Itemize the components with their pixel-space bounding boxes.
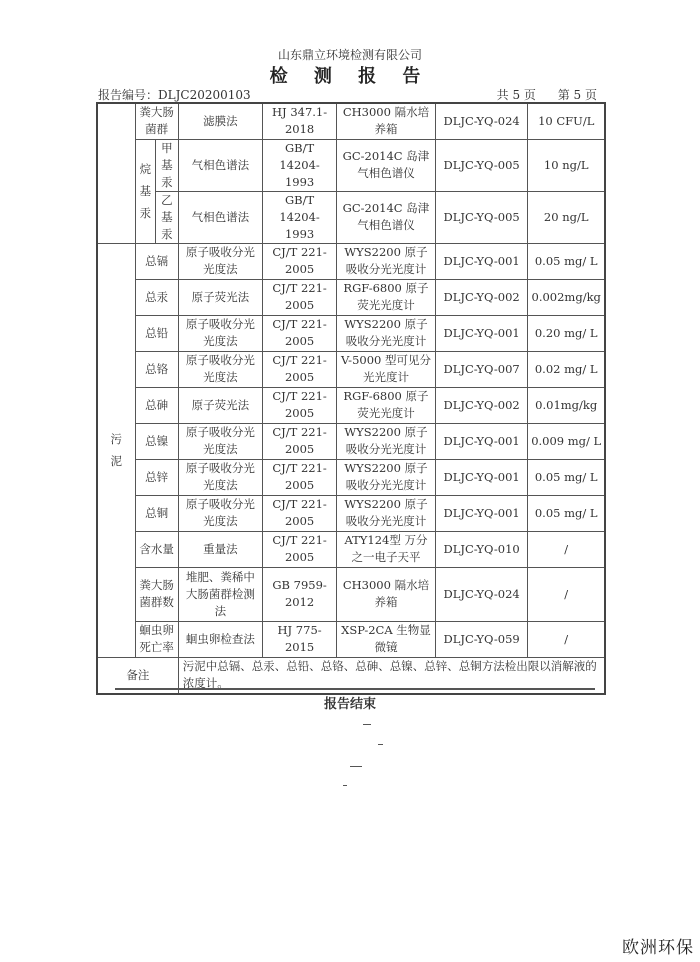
instrument-no-cell: DLJC-YQ-024 [435, 567, 528, 621]
instrument-no-cell: DLJC-YQ-002 [435, 387, 528, 423]
instrument-cell: WYS2200 原子吸收分光光度计 [337, 423, 436, 459]
standard-cell: CJ/T 221-2005 [263, 495, 337, 531]
instrument-no-cell: DLJC-YQ-001 [435, 423, 528, 459]
report-meta-row [98, 86, 605, 103]
item-cell: 总铅 [135, 315, 178, 351]
report-title: 检 测 报 告 [269, 66, 431, 87]
standard-cell: GB/T 14204-1993 [263, 139, 337, 191]
item-cell: 总镍 [135, 423, 178, 459]
scan-artifact [363, 724, 371, 725]
instrument-cell: V-5000 型可见分光光度计 [337, 351, 436, 387]
method-cell: 原子吸收分光光度法 [178, 459, 262, 495]
standard-cell: CJ/T 221-2005 [263, 423, 337, 459]
report-number: 报告编号：DLJC20200103 [98, 88, 251, 102]
detection-limit-cell: 0.05 mg/ L [528, 459, 605, 495]
table-row [97, 387, 605, 423]
table-row [97, 103, 605, 139]
detection-limit-cell: 0.05 mg/ L [528, 243, 605, 279]
item-cell: 粪大肠菌群 [135, 103, 178, 139]
standard-cell: GB/T 14204-1993 [263, 191, 337, 243]
detection-limit-cell: 0.05 mg/ L [528, 495, 605, 531]
detection-limit-cell: 20 ng/L [528, 191, 605, 243]
instrument-no-cell: DLJC-YQ-005 [435, 191, 528, 243]
detection-limit-cell: 10 ng/L [528, 139, 605, 191]
method-cell: 气相色谱法 [178, 191, 262, 243]
table-row [97, 315, 605, 351]
scan-artifact [350, 766, 362, 767]
item-cell: 总铜 [135, 495, 178, 531]
standard-cell: CJ/T 221-2005 [263, 531, 337, 567]
standard-cell: GB 7959-2012 [263, 567, 337, 621]
category-cell-sludge: 污泥 [97, 243, 135, 657]
current-page: 第 5 页 [557, 88, 597, 102]
group-cell-alkyl-mercury: 烷基汞 [135, 139, 156, 243]
note-text: 污泥中总镉、总汞、总铅、总铬、总砷、总镍、总锌、总铜方法检出限以消解液的浓度计。 [178, 657, 605, 694]
standard-cell: CJ/T 221-2005 [263, 279, 337, 315]
instrument-no-cell: DLJC-YQ-024 [435, 103, 528, 139]
instrument-no-cell: DLJC-YQ-001 [435, 459, 528, 495]
detection-limit-cell: 0.002mg/kg [528, 279, 605, 315]
method-cell: 原子吸收分光光度法 [178, 351, 262, 387]
instrument-cell: GC-2014C 岛津气相色谱仪 [337, 139, 436, 191]
instrument-cell: RGF-6800 原子荧光光度计 [337, 279, 436, 315]
table-row [97, 191, 605, 243]
table-row [97, 351, 605, 387]
item-cell: 总锌 [135, 459, 178, 495]
scan-artifact [378, 744, 383, 745]
method-cell: 气相色谱法 [178, 139, 262, 191]
instrument-cell: WYS2200 原子吸收分光光度计 [337, 315, 436, 351]
item-cell: 总汞 [135, 279, 178, 315]
table-row [97, 621, 605, 657]
instrument-cell: GC-2014C 岛津气相色谱仪 [337, 191, 436, 243]
item-cell: 乙基汞 [156, 191, 179, 243]
detection-limit-cell: 0.20 mg/ L [528, 315, 605, 351]
detection-limit-cell: 0.02 mg/ L [528, 351, 605, 387]
table-row [97, 459, 605, 495]
instrument-cell: ATY124型 万分之一电子天平 [337, 531, 436, 567]
item-cell: 含水量 [135, 531, 178, 567]
item-cell: 甲基汞 [156, 139, 179, 191]
item-cell: 总镉 [135, 243, 178, 279]
table-row [97, 279, 605, 315]
instrument-no-cell: DLJC-YQ-005 [435, 139, 528, 191]
instrument-no-cell: DLJC-YQ-059 [435, 621, 528, 657]
instrument-no-cell: DLJC-YQ-001 [435, 315, 528, 351]
standard-cell: CJ/T 221-2005 [263, 351, 337, 387]
item-cell: 蛔虫卵死亡率 [135, 621, 178, 657]
instrument-cell: RGF-6800 原子荧光光度计 [337, 387, 436, 423]
detection-methods-table [96, 102, 606, 695]
method-cell: 原子荧光法 [178, 279, 262, 315]
category-cell-blank [97, 103, 135, 243]
detection-limit-cell: / [528, 621, 605, 657]
total-pages: 共 5 页 [496, 88, 536, 102]
table-row [97, 423, 605, 459]
instrument-cell: WYS2200 原子吸收分光光度计 [337, 495, 436, 531]
table-row [97, 495, 605, 531]
instrument-cell: WYS2200 原子吸收分光光度计 [337, 459, 436, 495]
table-row [97, 531, 605, 567]
company-name: 山东鼎立环境检测有限公司 [277, 48, 422, 62]
standard-cell: HJ 347.1-2018 [263, 103, 337, 139]
detection-limit-cell: 0.01mg/kg [528, 387, 605, 423]
page-indicator [479, 86, 597, 103]
detection-limit-cell: 0.009 mg/ L [528, 423, 605, 459]
instrument-cell: WYS2200 原子吸收分光光度计 [337, 243, 436, 279]
item-cell: 总铬 [135, 351, 178, 387]
instrument-no-cell: DLJC-YQ-001 [435, 243, 528, 279]
item-cell: 粪大肠菌群数 [135, 567, 178, 621]
method-cell: 原子吸收分光光度法 [178, 495, 262, 531]
standard-cell: CJ/T 221-2005 [263, 243, 337, 279]
instrument-no-cell: DLJC-YQ-001 [435, 495, 528, 531]
standard-cell: CJ/T 221-2005 [263, 459, 337, 495]
instrument-no-cell: DLJC-YQ-010 [435, 531, 528, 567]
table-row [97, 243, 605, 279]
method-cell: 堆肥、粪稀中大肠菌群检测法 [178, 567, 262, 621]
report-end-label: 报告结束 [323, 697, 376, 712]
method-cell: 滤膜法 [178, 103, 262, 139]
instrument-cell: XSP-2CA 生物显微镜 [337, 621, 436, 657]
standard-cell: HJ 775-2015 [263, 621, 337, 657]
standard-cell: CJ/T 221-2005 [263, 387, 337, 423]
table-row [97, 567, 605, 621]
detection-limit-cell: / [528, 567, 605, 621]
method-cell: 原子吸收分光光度法 [178, 243, 262, 279]
standard-cell: CJ/T 221-2005 [263, 315, 337, 351]
watermark: 欧洲环保 [622, 938, 694, 958]
instrument-cell: CH3000 隔水培养箱 [337, 103, 436, 139]
note-label: 备注 [97, 657, 178, 694]
item-cell: 总砷 [135, 387, 178, 423]
method-cell: 原子荧光法 [178, 387, 262, 423]
method-cell: 原子吸收分光光度法 [178, 423, 262, 459]
end-divider [115, 688, 595, 690]
detection-limit-cell: 10 CFU/L [528, 103, 605, 139]
table-row [97, 139, 605, 191]
method-cell: 蛔虫卵检查法 [178, 621, 262, 657]
instrument-no-cell: DLJC-YQ-007 [435, 351, 528, 387]
instrument-no-cell: DLJC-YQ-002 [435, 279, 528, 315]
scan-artifact [343, 785, 347, 786]
instrument-cell: CH3000 隔水培养箱 [337, 567, 436, 621]
detection-limit-cell: / [528, 531, 605, 567]
method-cell: 原子吸收分光光度法 [178, 315, 262, 351]
method-cell: 重量法 [178, 531, 262, 567]
